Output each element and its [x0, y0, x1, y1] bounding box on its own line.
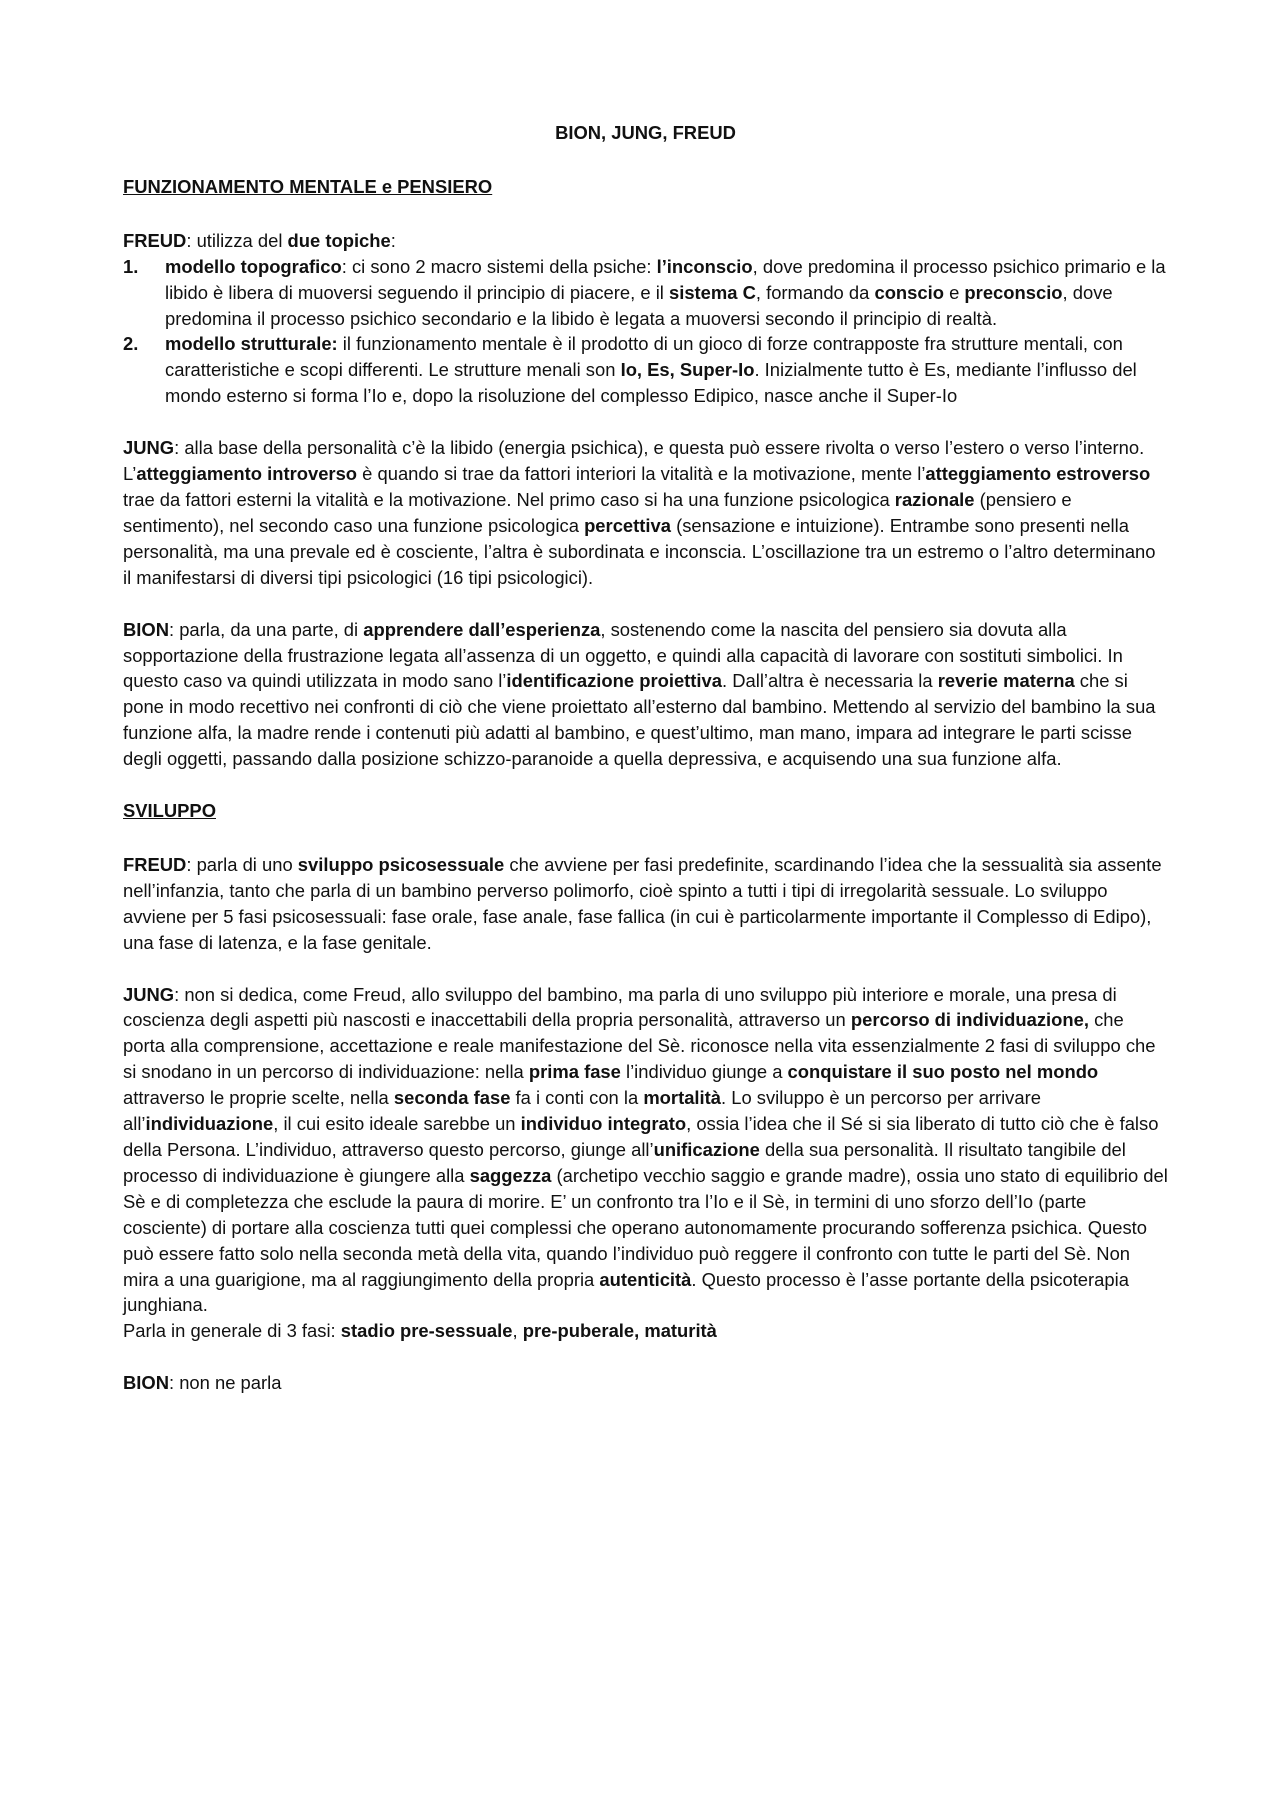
- bold-text: pre-puberale, maturità: [522, 1320, 717, 1342]
- text-run: : alla base della personalità c’è la libido (energia psichica), e questa può essere rivolta o verso l’estero o verso l’interno. L’: [123, 437, 1145, 485]
- text-run: trae da fattori esterni la vitalità e la motivazione. Nel primo caso si ha una funzione psicologica: [123, 488, 895, 510]
- text-run: è quando si trae da fattori interiori la vitalità e la motivazione, mente l’: [357, 463, 926, 485]
- text-run: . Lo sviluppo è un percorso per arrivare all’: [123, 1087, 1041, 1135]
- text-run: : non ne parla: [168, 1372, 282, 1394]
- bold-text: FREUD: [123, 853, 187, 875]
- text-run: ,: [512, 1320, 523, 1342]
- text-run: :: [390, 229, 396, 251]
- jung-development-paragraph: [123, 982, 1168, 1319]
- bold-text: individuazione: [145, 1113, 274, 1135]
- bold-text: atteggiamento estroverso: [925, 463, 1151, 485]
- text-run: . Dall’altra è necessaria la: [722, 670, 938, 692]
- section-heading-sviluppo: SVILUPPO: [123, 800, 216, 822]
- document-page: [123, 120, 1168, 1422]
- bold-text: FREUD: [123, 229, 187, 251]
- bold-text: reverie materna: [937, 670, 1075, 692]
- text-run: il funzionamento mentale è il prodotto di un gioco di forze contrapposte fra strutture mentali, con caratteristiche e scopi differenti. Le strutture menali son: [165, 333, 1123, 381]
- bold-text: stadio pre-sessuale: [340, 1320, 513, 1342]
- bold-text: sviluppo psicosessuale: [297, 853, 505, 875]
- freud-development-paragraph: [123, 852, 1168, 956]
- bold-text: modello strutturale:: [165, 333, 338, 355]
- list-item-text: [165, 333, 1137, 406]
- bold-text: JUNG: [123, 437, 175, 459]
- bold-text: autenticità: [599, 1268, 692, 1290]
- text-run: , sostenendo come la nascita del pensiero sia dovuta alla sopportazione della frustrazione legata all’assenza di un oggetto, e quindi alla capacità di lavorare con sostituti simbolici. In questo caso va quindi utilizzata in modo sano l’: [123, 618, 1123, 692]
- bold-text: percettiva: [584, 514, 671, 536]
- text-run: della sua personalità. Il risultato tangibile del processo di individuazione è giungere alla: [123, 1139, 1126, 1186]
- text-run: . Questo processo è l’asse portante della psicoterapia junghiana.: [123, 1268, 1129, 1316]
- bold-text: sistema C: [668, 281, 756, 303]
- list-item-text: [165, 256, 1166, 329]
- bold-text: Io, Es, Super-Io: [620, 359, 755, 381]
- list-item: [123, 331, 1168, 409]
- text-run: (sensazione e intuizione). Entrambe sono presenti nella personalità, ma una prevale ed è cosciente, l’altra è subordinata e inconscia. L’oscillazione tra un estremo o l’altro determinano il manifestarsi di diversi tipi psicologici (16 tipi psicologici).: [123, 514, 1156, 588]
- bold-text: individuo integrato: [520, 1113, 687, 1135]
- bold-text: BION: [123, 1372, 169, 1394]
- text-run: , dove predomina il processo psichico secondario e la libido è legata a muoversi secondo il principio di realtà.: [165, 281, 1113, 329]
- bold-text: preconscio: [964, 281, 1063, 303]
- bold-text: percorso di individuazione,: [850, 1009, 1089, 1031]
- text-run: , formando da: [755, 281, 875, 303]
- bold-text: mortalità: [643, 1087, 721, 1109]
- freud-intro-paragraph: [123, 228, 1168, 254]
- section-heading-funzionamento: FUNZIONAMENTO MENTALE e PENSIERO: [123, 175, 493, 197]
- text-run: l’individuo giunge a: [620, 1061, 788, 1083]
- text-run: , ossia l’idea che il Sé si sia liberato di tutto ciò che è falso della Persona. L’individuo, attraverso questo percorso, giunge all’: [123, 1113, 1159, 1160]
- bold-text: JUNG: [123, 983, 175, 1005]
- bold-text: l’inconscio: [656, 255, 753, 277]
- jung-mental-paragraph: [123, 435, 1168, 590]
- text-run: che si pone in modo recettivo nei confronti di ciò che viene proiettato all’esterno dal bambino. Mettendo al servizio del bambino la sua funzione alfa, la madre rende i contenuti più adatti al bambino, e quest’ultimo, man mano, impara ad integrare le parti scisse degli oggetti, passando dalla posizione schizzo-paranoide a quella depressiva, e acquisendo una sua funzione alfa.: [123, 670, 1156, 770]
- text-run: : ci sono 2 macro sistemi della psiche:: [341, 255, 657, 277]
- text-run: attraverso le proprie scelte, nella: [123, 1087, 394, 1109]
- text-run: fa i conti con la: [510, 1087, 644, 1109]
- text-run: (archetipo vecchio saggio e grande madre), ossia uno stato di equilibrio del Sè e di completezza che esclude la paura di morire. E’ un confronto tra l’Io e il Sè, in termini di uno sforzo dell’Io (parte cosciente) di portare alla coscienza tutti quei complessi che operano autonomamente procurando sofferenza psichica. Questo può essere fatto solo nella seconda metà della vita, quando l’individuo può reggere il confronto con tutte le parti del Sè. Non mira a una guarigione, ma al raggiungimento della propria: [123, 1164, 1168, 1290]
- text-run: . Inizialmente tutto è Es, mediante l’influsso del mondo esterno si forma l’Io e, dopo la risoluzione del complesso Edipico, nasce anche il Super-Io: [165, 359, 1137, 407]
- bold-text: due topiche: [287, 229, 391, 251]
- bold-text: modello topografico: [165, 255, 342, 277]
- bold-text: saggezza: [469, 1164, 552, 1186]
- text-run: che avviene per fasi predefinite, scardinando l’idea che la sessualità sia assente nell’infanzia, tanto che parla di un bambino perverso polimorfo, cioè spinto a tutti i tipi di irregolarità sessuale. Lo sviluppo avviene per 5 fasi psicosessuali: fase orale, fase anale, fase fallica (in cui è particolarmente importante il Complesso di Edipo), una fase di latenza, e la fase genitale.: [123, 853, 1162, 953]
- text-run: : utilizza del: [186, 229, 288, 251]
- bion-development-paragraph: [123, 1370, 1168, 1396]
- list-number: 1.: [123, 255, 139, 277]
- document-title: BION, JUNG, FREUD: [555, 122, 736, 143]
- text-run: , dove predomina il processo psichico primario e la libido è libera di muoversi seguendo il principio di piacere, e il: [165, 255, 1166, 303]
- list-number: 2.: [123, 333, 139, 355]
- list-item: [123, 254, 1168, 332]
- bold-text: conquistare il suo posto nel mondo: [787, 1061, 1099, 1083]
- bold-text: prima fase: [528, 1061, 621, 1083]
- bold-text: identificazione proiettiva: [506, 670, 722, 692]
- bold-text: BION: [123, 618, 169, 640]
- text-run: : non si dedica, come Freud, allo sviluppo del bambino, ma parla di uno sviluppo più interiore e morale, una presa di coscienza degli aspetti più nascosti e inaccettabili della propria personalità, attraverso un: [123, 983, 1117, 1031]
- text-run: : parla, da una parte, di: [168, 618, 364, 640]
- bold-text: seconda fase: [393, 1087, 511, 1109]
- text-run: che porta alla comprensione, accettazione e reale manifestazione del Sè. riconosce nella vita essenzialmente 2 fasi di sviluppo che si snodano in un percorso di individuazione: nella: [123, 1009, 1156, 1083]
- text-run: : parla di uno: [186, 853, 298, 875]
- freud-topics-list: [123, 254, 1168, 409]
- jung-phases-paragraph: [123, 1318, 1168, 1344]
- text-run: e: [943, 281, 965, 303]
- text-run: Parla in generale di 3 fasi:: [123, 1320, 341, 1342]
- bold-text: razionale: [894, 488, 975, 510]
- bold-text: atteggiamento introverso: [136, 463, 358, 485]
- bold-text: conscio: [874, 281, 944, 303]
- text-run: , il cui esito ideale sarebbe un: [273, 1113, 521, 1135]
- text-run: (pensiero e sentimento), nel secondo caso una funzione psicologica: [123, 488, 1072, 536]
- bion-mental-paragraph: [123, 617, 1168, 772]
- bold-text: unificazione: [653, 1139, 760, 1160]
- bold-text: apprendere dall’esperienza: [363, 618, 601, 640]
